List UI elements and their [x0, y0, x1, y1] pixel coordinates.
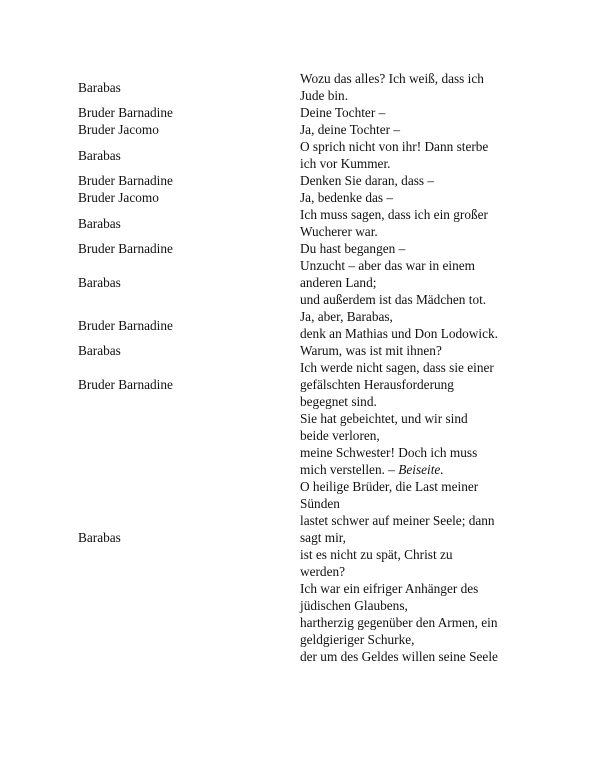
speech-text: [300, 104, 538, 121]
speech-line: meine Schwester! Doch ich muss: [300, 445, 478, 460]
speech-line: Ja, bedenke das –: [300, 190, 394, 205]
dialogue-row: [78, 104, 538, 121]
speech-line: Unzucht – aber das war in einem: [300, 258, 476, 273]
speech-line: geldgieriger Schurke,: [300, 632, 415, 647]
speech-line: O sprich nicht von ihr! Dann sterbe: [300, 139, 489, 154]
speech-line: hartherzig gegenüber den Armen, ein: [300, 615, 498, 630]
speech-line: Wozu das alles? Ich weiß, dass ich: [300, 71, 484, 86]
speaker-name: Bruder Barnadine: [78, 317, 173, 333]
dialogue-row: [78, 240, 538, 257]
speech-line: Ich muss sagen, dass ich ein großer: [300, 207, 488, 222]
speech-line: Sie hat gebeichtet, und wir sind: [300, 411, 468, 426]
speech-line: Warum, was ist mit ihnen?: [300, 343, 442, 358]
speech-text: [300, 308, 538, 342]
speech-line: Ich werde nicht sagen, dass sie einer: [300, 360, 494, 375]
stage-direction: Beiseite.: [398, 462, 444, 477]
speech-text: [300, 257, 538, 308]
speech-line: sagt mir,: [300, 530, 347, 545]
dialogue-row: [78, 138, 538, 172]
speech-text: [300, 172, 538, 189]
speech-text: [300, 206, 538, 240]
dialogue-row: [78, 257, 538, 308]
dialogue-row: [78, 410, 538, 665]
speech-line: jüdischen Glaubens,: [300, 598, 408, 613]
speech-line: O heilige Brüder, die Last meiner: [300, 479, 479, 494]
speech-line: begegnet sind.: [300, 394, 377, 409]
dialogue-row: [78, 189, 538, 206]
speech-line: Ja, aber, Barabas,: [300, 309, 393, 324]
speech-line: lastet schwer auf meiner Seele; dann: [300, 513, 495, 528]
dialogue-row: [78, 70, 538, 104]
dialogue-row: [78, 359, 538, 410]
dialogue-row: [78, 206, 538, 240]
speech-line: mich verstellen. – Beiseite.: [300, 462, 444, 477]
speaker-name: Barabas: [78, 275, 121, 290]
speech-line: Ja, deine Tochter –: [300, 122, 400, 137]
speech-text: [300, 121, 538, 138]
speaker-name: Bruder Jacomo: [78, 122, 159, 137]
speech-line: ich vor Kummer.: [300, 156, 391, 171]
speech-text: [300, 70, 538, 104]
speech-line: Deine Tochter –: [300, 105, 386, 120]
speaker-name: Bruder Barnadine: [78, 241, 173, 256]
speech-line: Sünden: [300, 496, 340, 511]
speech-line: Denken Sie daran, dass –: [300, 173, 435, 188]
dialogue-table: [78, 70, 538, 665]
speaker-name: Barabas: [78, 79, 121, 95]
speaker-name: Bruder Barnadine: [78, 173, 173, 188]
speech-text: [300, 189, 538, 206]
speech-text: [300, 359, 538, 410]
speech-text: [300, 342, 538, 359]
speaker-name: Barabas: [78, 215, 121, 231]
speech-line: und außerdem ist das Mädchen tot.: [300, 292, 487, 307]
dialogue-row: [78, 342, 538, 359]
speech-text: [300, 410, 538, 665]
speech-line: Du hast begangen –: [300, 241, 406, 256]
speech-line: denk an Mathias und Don Lodowick.: [300, 326, 498, 341]
dialogue-row: [78, 308, 538, 342]
speaker-name: Barabas: [78, 343, 121, 358]
speech-line: Wucherer war.: [300, 224, 378, 239]
dialogue-row: [78, 121, 538, 138]
speech-line: Ich war ein eifriger Anhänger des: [300, 581, 479, 596]
speech-line: beide verloren,: [300, 428, 380, 443]
speaker-name: Bruder Barnadine: [78, 105, 173, 120]
speech-line: der um des Geldes willen seine Seele: [300, 649, 498, 664]
speech-text: [300, 240, 538, 257]
dialogue-row: [78, 172, 538, 189]
speech-line: Jude bin.: [300, 88, 349, 103]
speaker-name: Bruder Jacomo: [78, 190, 159, 205]
speech-text: [300, 138, 538, 172]
speech-line: ist es nicht zu spät, Christ zu: [300, 547, 453, 562]
speaker-name: Barabas: [78, 530, 121, 545]
speech-line: werden?: [300, 564, 346, 579]
speech-line: gefälschten Herausforderung: [300, 377, 454, 392]
speaker-name: Bruder Barnadine: [78, 377, 173, 392]
speech-line: anderen Land;: [300, 275, 377, 290]
speaker-name: Barabas: [78, 147, 121, 163]
